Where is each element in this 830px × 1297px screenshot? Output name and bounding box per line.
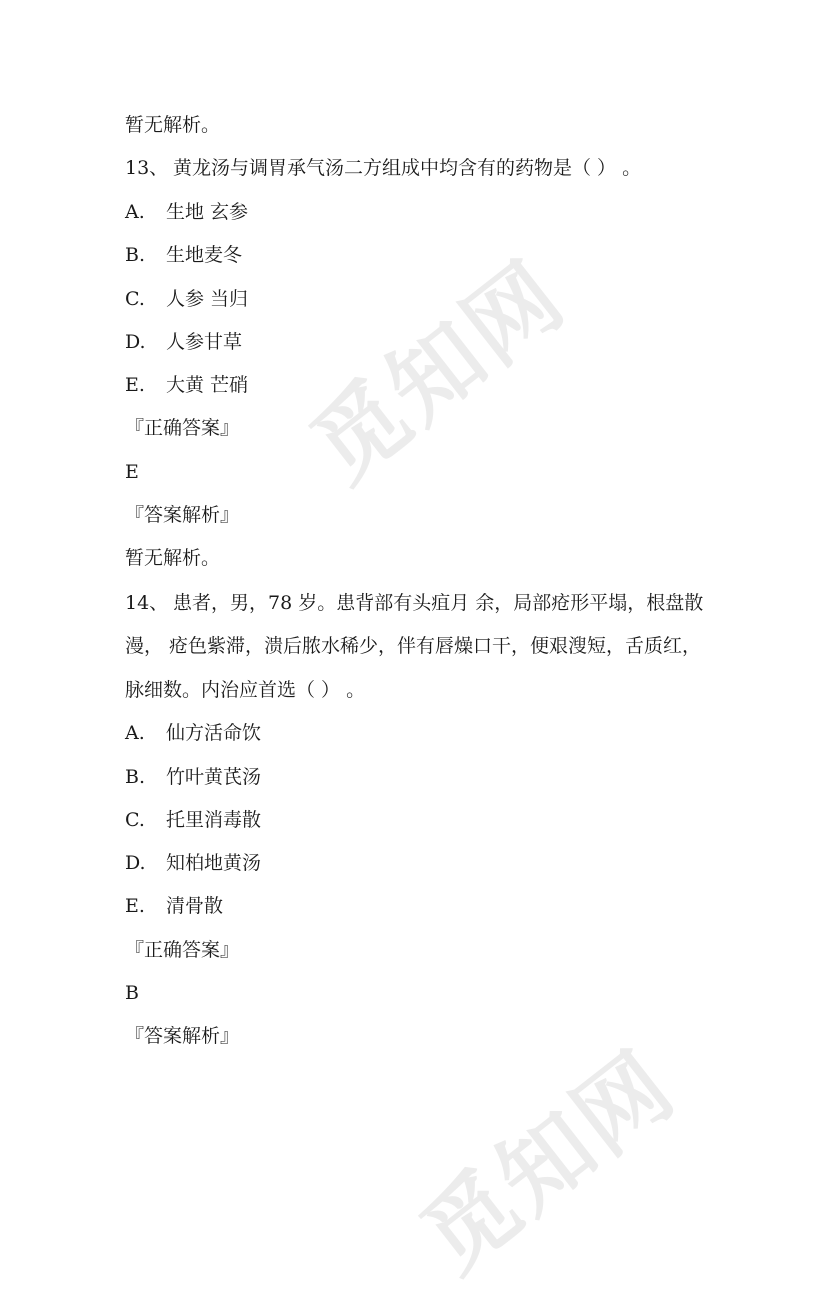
option-e (125, 372, 248, 398)
option-label: A. (125, 201, 145, 223)
option-text: 大黄 芒硝 (166, 374, 249, 396)
option-text: 竹叶黄芪汤 (166, 766, 262, 788)
question-13-stem (125, 155, 641, 181)
option-label: C. (125, 288, 145, 310)
option-label: B. (125, 244, 146, 266)
question-14-stem-line3: 脉细数。内治应首选（ ） 。 (125, 679, 366, 701)
question-number: 14、 (125, 592, 169, 614)
option-text: 仙方活命饮 (166, 722, 262, 744)
option-a (125, 720, 261, 746)
correct-answer-value: E (125, 461, 139, 483)
correct-answer-heading: 『正确答案』 (125, 939, 240, 961)
option-text: 人参 当归 (166, 288, 249, 310)
analysis-heading: 『答案解析』 (125, 1025, 240, 1047)
option-a (125, 199, 248, 225)
question-text: 患者，男，78 岁。患背部有头疽月 余，局部疮形平塌，根盘散 (173, 592, 704, 614)
option-text: 人参甘草 (166, 331, 243, 353)
option-text: 托里消毒散 (166, 809, 262, 831)
option-e (125, 893, 223, 919)
prev-analysis-text: 暂无解析。 (125, 114, 221, 136)
watermark-bottom: 觅知网 (402, 1031, 696, 1293)
question-number: 13、 (125, 157, 169, 179)
option-text: 生地麦冬 (166, 244, 243, 266)
option-label: C. (125, 809, 145, 831)
option-label: E. (125, 895, 145, 917)
option-b (125, 764, 261, 790)
correct-answer-heading: 『正确答案』 (125, 417, 240, 439)
option-label: B. (125, 766, 146, 788)
option-text: 生地 玄参 (166, 201, 249, 223)
option-label: D. (125, 331, 146, 353)
option-label: E. (125, 374, 145, 396)
option-c (125, 286, 248, 312)
watermark: 觅知网 (292, 241, 586, 503)
option-d (125, 329, 242, 355)
question-text: 黄龙汤与调胃承气汤二方组成中均含有的药物是（ ） 。 (173, 157, 642, 179)
option-c (125, 807, 261, 833)
question-14-stem-line1 (125, 590, 703, 616)
question-14-stem-line2: 漫， 疮色紫滞，溃后脓水稀少，伴有唇燥口干，便艰溲短，舌质红， (125, 635, 702, 657)
option-label: A. (125, 722, 145, 744)
option-d (125, 850, 261, 876)
analysis-text: 暂无解析。 (125, 547, 221, 569)
correct-answer-value: B (125, 982, 139, 1004)
option-label: D. (125, 852, 146, 874)
option-b (125, 242, 242, 268)
option-text: 知柏地黄汤 (166, 852, 262, 874)
option-text: 清骨散 (166, 895, 224, 917)
analysis-heading: 『答案解析』 (125, 504, 240, 526)
